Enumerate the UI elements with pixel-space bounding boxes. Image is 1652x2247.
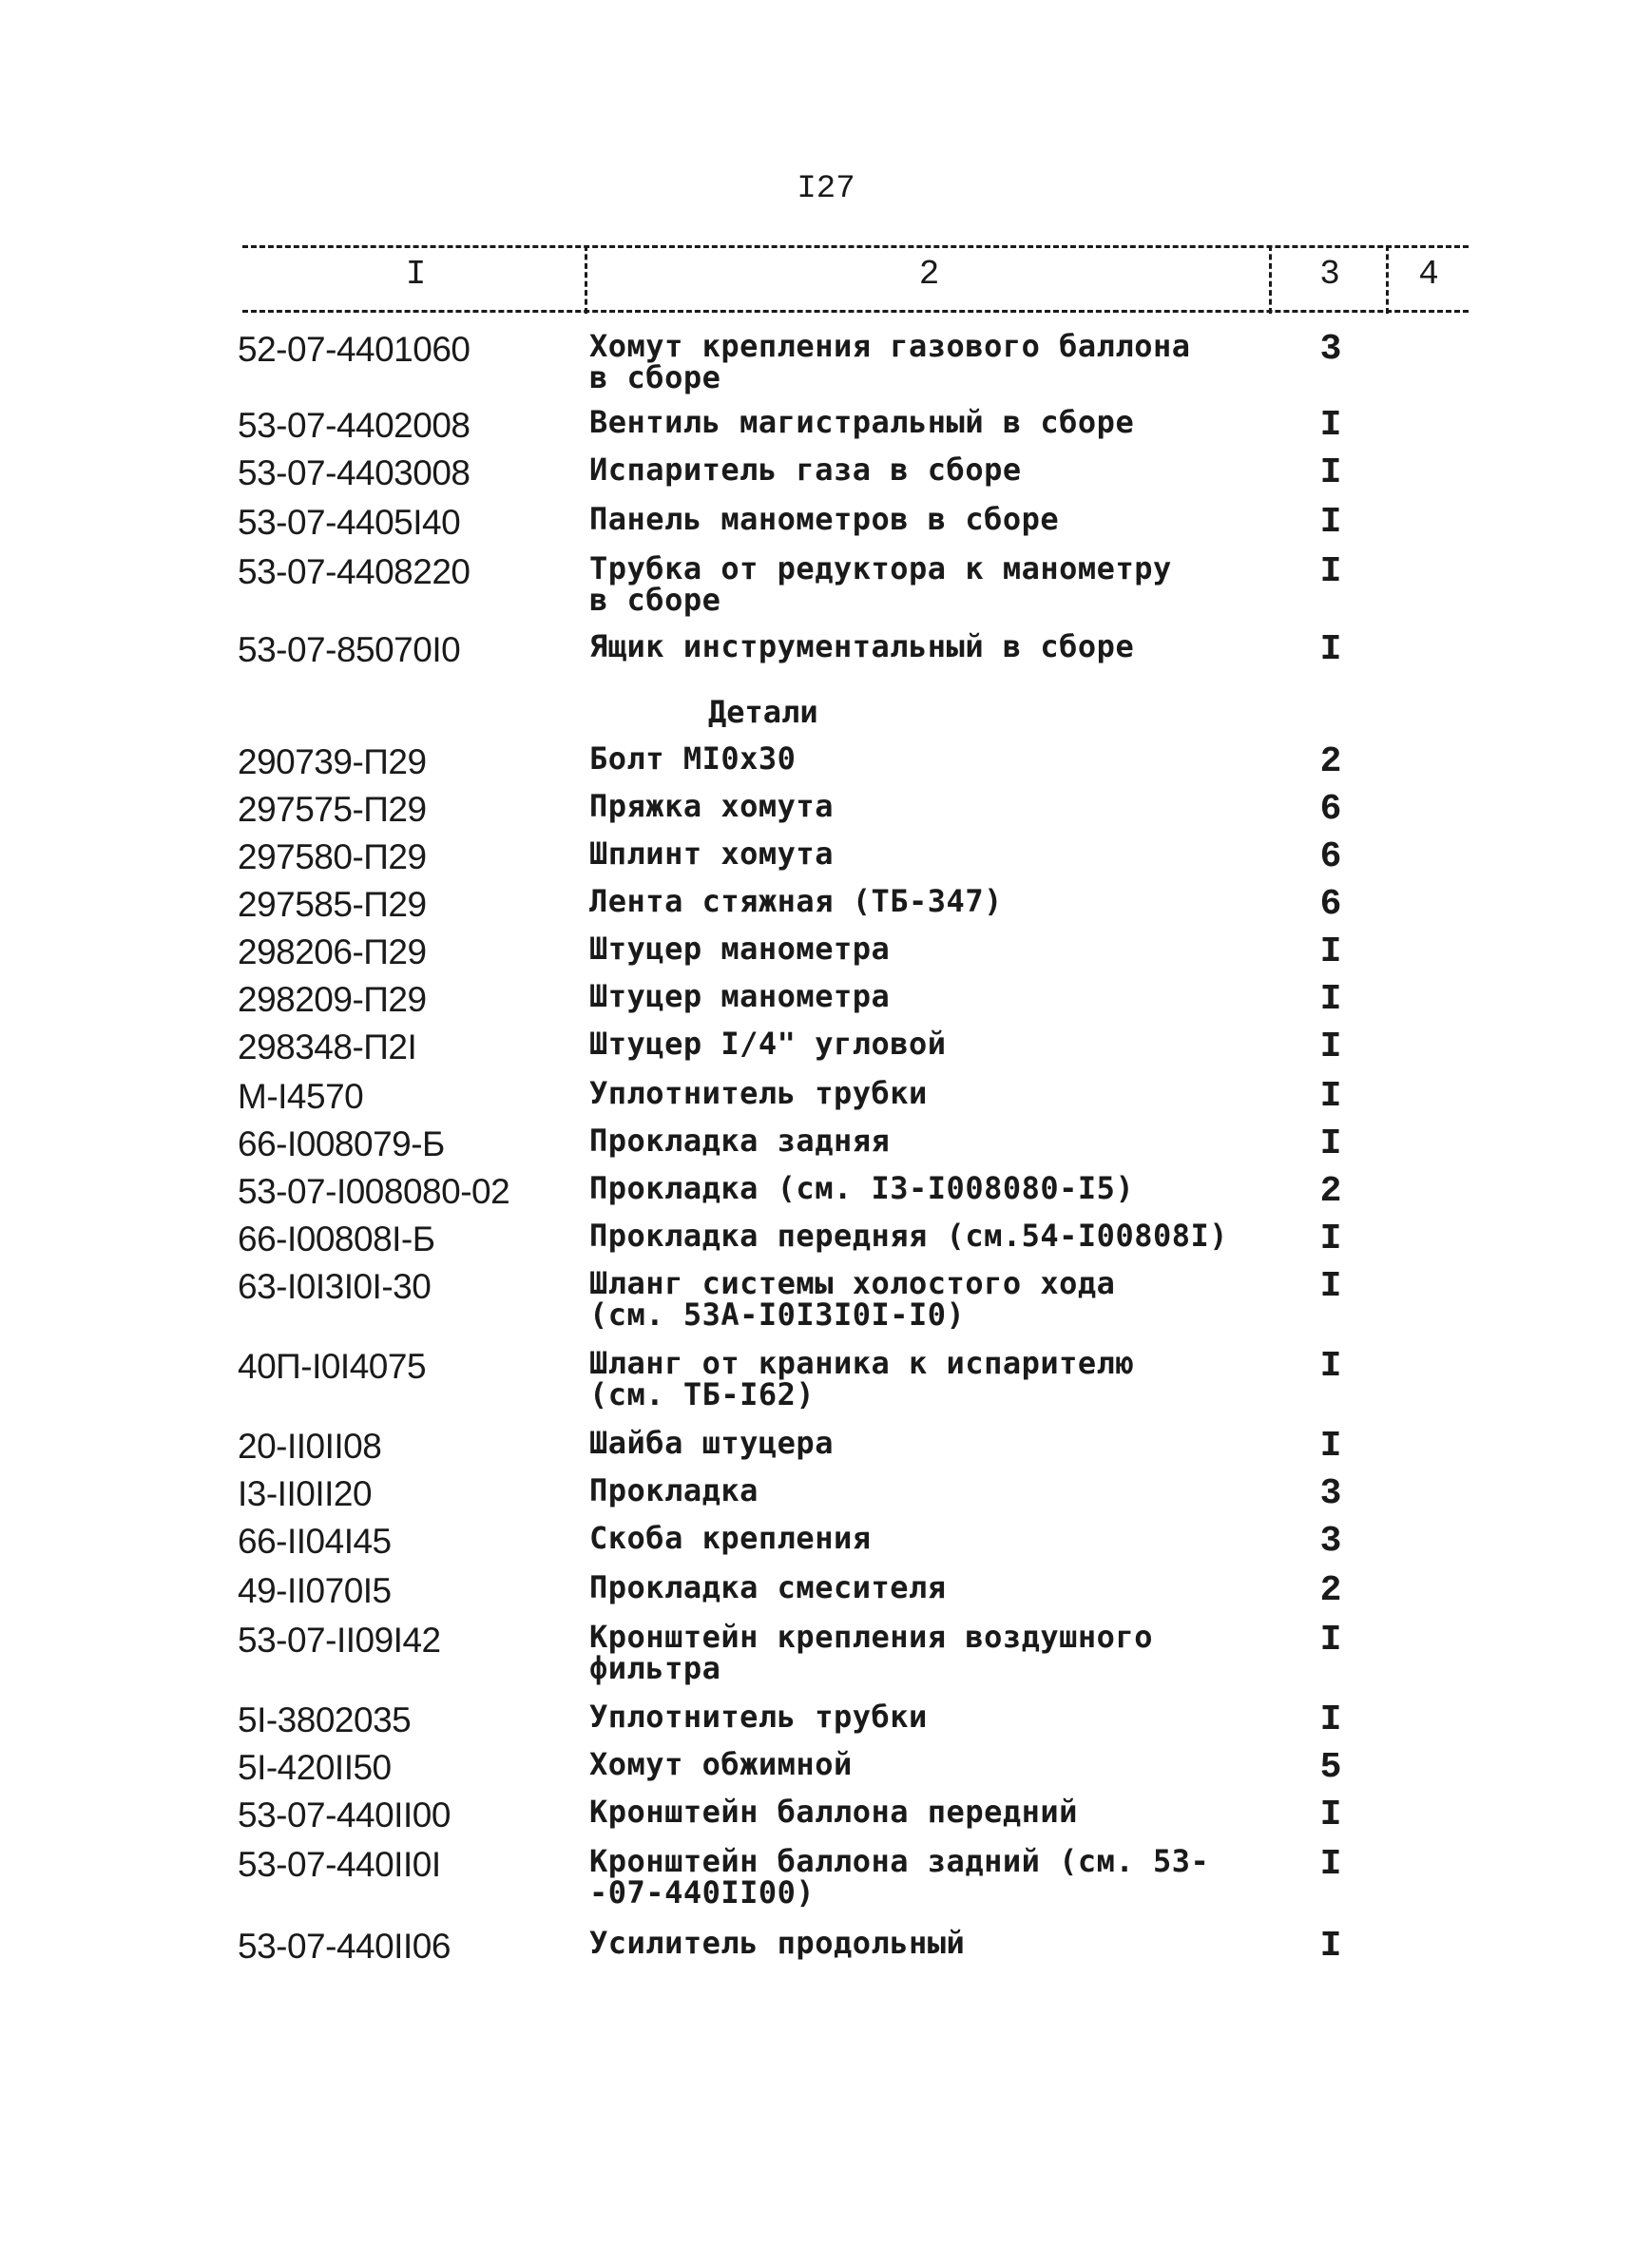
table-row [0, 1075, 1652, 1125]
column-divider [585, 245, 587, 314]
part-code: 53-07-440II06 [238, 1927, 451, 1966]
part-name: Хомут обжимной [589, 1746, 853, 1782]
part-code: 298206-П29 [238, 932, 427, 971]
part-code: 297585-П29 [238, 885, 427, 924]
part-quantity: 3 [1319, 1521, 1342, 1562]
part-quantity: 6 [1319, 789, 1342, 830]
part-quantity: I [1319, 1926, 1342, 1967]
part-quantity: I [1319, 452, 1342, 493]
table-row [0, 1843, 1652, 1928]
part-quantity: I [1319, 1076, 1342, 1117]
part-quantity: 6 [1319, 884, 1342, 925]
part-code: 53-07-4408220 [238, 552, 471, 591]
table-row [0, 1028, 1652, 1078]
table-row [0, 1701, 1652, 1749]
part-name: Болт MI0x30 [589, 740, 797, 777]
part-code: 53-07-4405I40 [238, 503, 461, 542]
part-quantity: I [1319, 405, 1342, 446]
part-name: Панель манометров в сборе [589, 501, 1060, 537]
header-col-1: I [405, 255, 427, 294]
part-code: 297575-П29 [238, 790, 427, 829]
section-heading: Детали [708, 694, 818, 730]
part-quantity: I [1319, 1620, 1342, 1661]
part-name: Штуцер I/4" угловой [589, 1026, 947, 1062]
part-quantity: I [1319, 1700, 1342, 1740]
parts-list [0, 328, 1652, 1977]
part-name: Штуцер манометра [589, 931, 891, 967]
table-row [0, 628, 1652, 681]
part-code: 53-07-II09I42 [238, 1621, 441, 1660]
part-code: 5I-420II50 [238, 1748, 392, 1787]
page-number: I27 [797, 171, 855, 207]
table-row [0, 1472, 1652, 1523]
part-code: 5I-3802035 [238, 1700, 412, 1739]
part-quantity: 5 [1319, 1747, 1342, 1788]
column-divider [1386, 245, 1389, 314]
part-code: 53-07-440II0I [238, 1845, 441, 1884]
part-name: Испаритель газа в сборе [589, 451, 1022, 488]
part-name: Уплотнитель трубки [589, 1075, 928, 1111]
table-row [0, 933, 1652, 981]
table-row [0, 1796, 1652, 1846]
table-row [0, 1520, 1652, 1572]
part-code: 20-II0II08 [238, 1427, 382, 1466]
header-col-3: 3 [1319, 255, 1340, 294]
part-quantity: 2 [1319, 1171, 1342, 1212]
part-name: Кронштейн баллона задний (см. 53- -07-440II00) [589, 1843, 1210, 1911]
part-code: 298348-П2I [238, 1027, 417, 1066]
table-row [0, 1170, 1652, 1220]
part-quantity: 2 [1319, 741, 1342, 782]
part-code: 290739-П29 [238, 742, 427, 781]
part-quantity: 6 [1319, 836, 1342, 877]
table-row [0, 1746, 1652, 1796]
part-name: Прокладка задняя [589, 1123, 891, 1159]
part-quantity: I [1319, 1795, 1342, 1835]
part-quantity: 2 [1319, 1570, 1342, 1611]
part-code: 297580-П29 [238, 837, 427, 876]
table-row [0, 328, 1652, 407]
part-quantity: 3 [1319, 329, 1342, 370]
part-code: 66-I008079-Б [238, 1124, 445, 1163]
table-row [0, 451, 1652, 504]
table-row [0, 1425, 1652, 1475]
part-quantity: I [1319, 502, 1342, 543]
table-row [0, 835, 1652, 886]
part-name: Шланг системы холостого хода (см. 53А-I0I3I0I-I0) [589, 1265, 1116, 1333]
table-row [0, 788, 1652, 838]
table-row [0, 1619, 1652, 1701]
table-row [0, 978, 1652, 1028]
table-row [0, 1569, 1652, 1622]
part-name: Прокладка передняя (см.54-I00808I) [589, 1218, 1229, 1254]
part-code: 53-07-4403008 [238, 453, 471, 492]
part-name: Прокладка смесителя [589, 1569, 947, 1605]
part-name: Скоба крепления [589, 1520, 872, 1556]
part-quantity: I [1319, 1266, 1342, 1307]
table-row [0, 1220, 1652, 1268]
part-code: I3-II0II20 [238, 1474, 373, 1513]
header-top-rule [242, 245, 1469, 248]
part-quantity: I [1319, 1426, 1342, 1467]
table-row [0, 883, 1652, 933]
header-bottom-rule [242, 310, 1469, 313]
part-code: 49-II070I5 [238, 1571, 392, 1610]
part-name: Пряжка хомута [589, 788, 834, 824]
part-name: Трубка от редуктора к манометру в сборе [589, 550, 1172, 618]
part-code: 52-07-4401060 [238, 330, 471, 369]
part-quantity: I [1319, 1219, 1342, 1259]
part-name: Лента стяжная (ТБ-347) [589, 883, 1003, 919]
part-name: Кронштейн крепления воздушного фильтра [589, 1619, 1153, 1686]
header-col-2: 2 [918, 255, 940, 294]
part-name: Шайба штуцера [589, 1425, 834, 1461]
part-name: Вентиль магистральный в сборе [589, 404, 1135, 440]
table-row [0, 1925, 1652, 1977]
part-name: Шланг от краника к испарителю (см. ТБ-I62) [589, 1345, 1135, 1412]
part-code: 53-07-4402008 [238, 406, 471, 445]
part-name: Штуцер манометра [589, 978, 891, 1014]
table-row [0, 501, 1652, 553]
part-name: Прокладка [589, 1472, 759, 1508]
part-name: Прокладка (см. I3-I008080-I5) [589, 1170, 1135, 1206]
part-code: 53-07-85070I0 [238, 630, 461, 669]
part-name: Усилитель продольный [589, 1925, 966, 1961]
part-name: Кронштейн баллона передний [589, 1794, 1078, 1830]
part-code: 63-I0I3I0I-30 [238, 1267, 432, 1306]
part-code: 66-II04I45 [238, 1522, 392, 1561]
part-code: М-I4570 [238, 1077, 364, 1116]
table-row [0, 1125, 1652, 1173]
part-quantity: I [1319, 629, 1342, 670]
part-name: Уплотнитель трубки [589, 1699, 928, 1735]
part-name: Шплинт хомута [589, 835, 834, 872]
table-row [0, 740, 1652, 791]
part-quantity: I [1319, 1027, 1342, 1067]
part-quantity: I [1319, 551, 1342, 592]
part-code: 53-07-440II00 [238, 1796, 451, 1834]
part-code: 40П-I0I4075 [238, 1347, 427, 1386]
part-quantity: I [1319, 1124, 1342, 1164]
part-code: 53-07-I008080-02 [238, 1172, 510, 1211]
table-row [0, 1345, 1652, 1428]
table-row [0, 404, 1652, 454]
table-row [0, 1265, 1652, 1348]
table-row [0, 550, 1652, 631]
header-col-4: 4 [1418, 255, 1439, 294]
part-quantity: I [1319, 931, 1342, 972]
part-code: 298209-П29 [238, 980, 427, 1019]
part-quantity: I [1319, 979, 1342, 1020]
part-quantity: I [1319, 1346, 1342, 1387]
part-quantity: I [1319, 1844, 1342, 1885]
part-name: Хомут крепления газового баллона в сборе [589, 328, 1191, 395]
part-quantity: 3 [1319, 1473, 1342, 1514]
part-code: 66-I00808I-Б [238, 1220, 435, 1258]
part-name: Ящик инструментальный в сборе [589, 628, 1135, 664]
column-divider [1269, 245, 1272, 314]
